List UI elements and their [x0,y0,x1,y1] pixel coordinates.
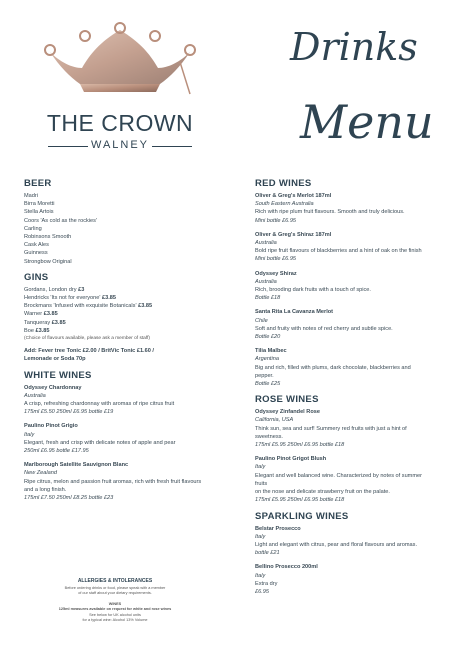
gin-item: Warner £3.85 [24,311,58,318]
gin-item: Tanqueray £3.85 [24,319,66,326]
wine-prices: Bottle £18 [255,295,281,302]
wine-name: Bellino Prosecco 200ml [255,564,318,571]
red-wines-title: RED WINES [255,178,312,189]
beer-item: Carling [24,225,42,232]
wine-desc: Rich with ripe plum fruit flavours. Smooth and truly delicious. [255,209,405,216]
beer-item: Strongbow Original [24,258,72,265]
wine-desc: and a long finish. [24,486,67,493]
wine-origin: South Eastern Australia [255,201,314,208]
wine-desc: Think sun, sea and surf! Summery red fruits with just a hint of [255,425,407,432]
wine-origin: Italy [255,572,266,579]
wine-name: Odyssey Zinfandel Rose [255,409,320,416]
wine-origin: Italy [255,533,266,540]
wine-origin: Italy [255,464,266,471]
wine-prices: £6.95 [255,588,269,595]
wine-desc: sweetness. [255,433,283,440]
wine-desc: Extra dry [255,580,278,587]
wine-origin: Italy [24,431,35,438]
wine-prices: Mini bottle £6.95 [255,256,297,263]
beer-item: Birra Moretti [24,201,55,208]
wine-item [255,347,455,388]
gin-note: (Choice of flavours available, please ask a member of staff) [24,336,151,342]
wine-desc: Rich, brooding dark fruits with a touch of spice. [255,287,371,294]
title-menu: Menu [300,95,434,149]
wines-note-text: 125ml measures available on request for white and rose wines [58,607,172,612]
gin-item: Gordans, London dry £3 [24,286,85,293]
wine-desc: Ripe citrus, melon and passion fruit aromas, rich with fresh fruit flavours [24,478,202,485]
wine-name: Oliver & Greg's Shiraz 187ml [255,231,332,238]
allergy-footer [40,578,190,623]
wine-item [255,455,455,504]
wine-desc: fruits [255,480,268,487]
beer-title: BEER [24,178,52,189]
wine-origin: Australia [255,240,277,247]
wine-name: Odyssey Chardonnay [24,384,82,391]
wine-name: Paulino Pinot Grigot Blush [255,456,327,463]
wine-item [24,422,229,455]
wine-item [24,384,229,417]
wine-origin: Chile [255,317,268,324]
wine-desc: Soft and fruity with notes of red cherry and subtle spice. [255,325,393,332]
wine-item [255,270,455,303]
wine-origin: Australia [24,392,46,399]
beer-item: Coors 'As cold as the rockies' [24,217,98,224]
beer-list [24,192,229,266]
white-wines-title: WHITE WINES [24,369,92,381]
wines-note-text: for a typical wine: Alcohol 13% Volume [82,618,148,623]
wine-item [255,192,455,225]
wine-item [255,563,455,596]
wine-prices: Bottle £25 [255,381,281,388]
gins-title: GINS [24,271,49,283]
wine-desc: Light and elegant with citrus, pear and floral flavours and aromas. [255,541,418,548]
allergies-title: ALLERGIES & INTOLERANCES [77,578,153,584]
gin-item: Brockmans 'Infused with exquisite Botanicals' £3.85 [24,303,153,310]
wine-desc: Bold ripe fruit flavours of blackberries and a hint of oak on the finish [255,248,422,255]
brand-divider-right [152,146,192,147]
wines-note-title: WINES [108,601,122,606]
wine-name: Tilia Malbec [255,348,287,355]
allergies-text: of our staff about your dietary requirements. [78,591,152,596]
wine-prices: 175ml £5.50 250ml £6.95 bottle £19 [24,409,114,416]
wine-item [24,461,229,502]
wine-desc: Elegant and well balanced wine. Characterized by notes of summer [255,472,422,479]
wine-origin: New Zealand [24,470,57,477]
wine-name: Belstar Prosecco [255,525,301,532]
wines-note-text: See below for UK alcohol units [89,612,141,617]
wine-item [255,308,455,341]
wine-desc: pepper. [255,372,274,379]
title-drinks: Drinks [290,25,418,69]
wine-name: Paulino Pinot Grigio [24,423,78,430]
wine-prices: 250ml £6.95 bottle £17.95 [24,448,89,455]
wine-desc: on the nose and delicate strawberry fruit on the palate. [255,489,390,496]
left-column [24,178,229,508]
beer-item: Stella Artois [24,209,54,216]
brand-name: THE CROWN [46,110,194,136]
wine-name: Odyssey Shiraz [255,270,297,277]
wine-name: Oliver & Greg's Merlot 187ml [255,193,332,199]
beer-item: Guinness [24,250,48,257]
beer-item: Cask Ales [24,242,49,249]
wine-desc: Elegant, fresh and crisp with delicate notes of apple and pear [24,439,176,446]
beer-item: Robinsons Smooth [24,234,72,241]
wine-desc: Big and rich, filled with plums, dark chocolate, blackberries and [255,364,411,371]
mixer-add-line1: Add: Fever tree Tonic £2.00 / BritVic Tonic £1.60 / [24,348,154,355]
gin-item: Boe £3.85 [24,327,50,334]
rose-wines-title: ROSE WINES [255,394,319,406]
wine-prices: 175ml £5.95 250ml £6.95 bottle £18 [255,442,345,449]
wine-prices: Bottle £20 [255,334,281,341]
wine-item [255,408,455,449]
crown-logo [40,22,200,102]
wine-prices: 175ml £5.95 250ml £6.95 bottle £18 [255,497,345,504]
gin-item: Hendricks 'Its not for everyone' £3.85 [24,295,117,302]
wine-origin: Argentina [255,356,279,363]
wine-prices: bottle £21 [255,550,280,557]
brand-location: WALNEY [90,139,150,151]
gin-list [24,286,229,364]
wine-prices: 175ml £7.50 250ml £8.25 bottle £23 [24,495,114,502]
wine-item [255,525,455,558]
allergies-text: Before ordering drinks or food, please speak with a member [64,586,166,590]
wine-origin: California, USA [255,417,294,424]
sparkling-wines-title: SPARKLING WINES [255,510,349,522]
wine-name: Santa Rita La Cavanza Merlot [255,309,334,316]
wine-desc: A crisp, refreshing chardonnay with aromas of ripe citrus fruit [24,401,175,408]
beer-item: Madri [24,193,38,199]
mixer-add-line2: Lemonade or Soda 70p [24,356,86,363]
right-column [255,178,455,602]
wine-prices: Mini bottle £6.95 [255,217,297,224]
wine-item [255,231,455,264]
wine-name: Marlborough Satellite Sauvignon Blanc [24,462,129,469]
wine-origin: Australia [255,278,277,285]
